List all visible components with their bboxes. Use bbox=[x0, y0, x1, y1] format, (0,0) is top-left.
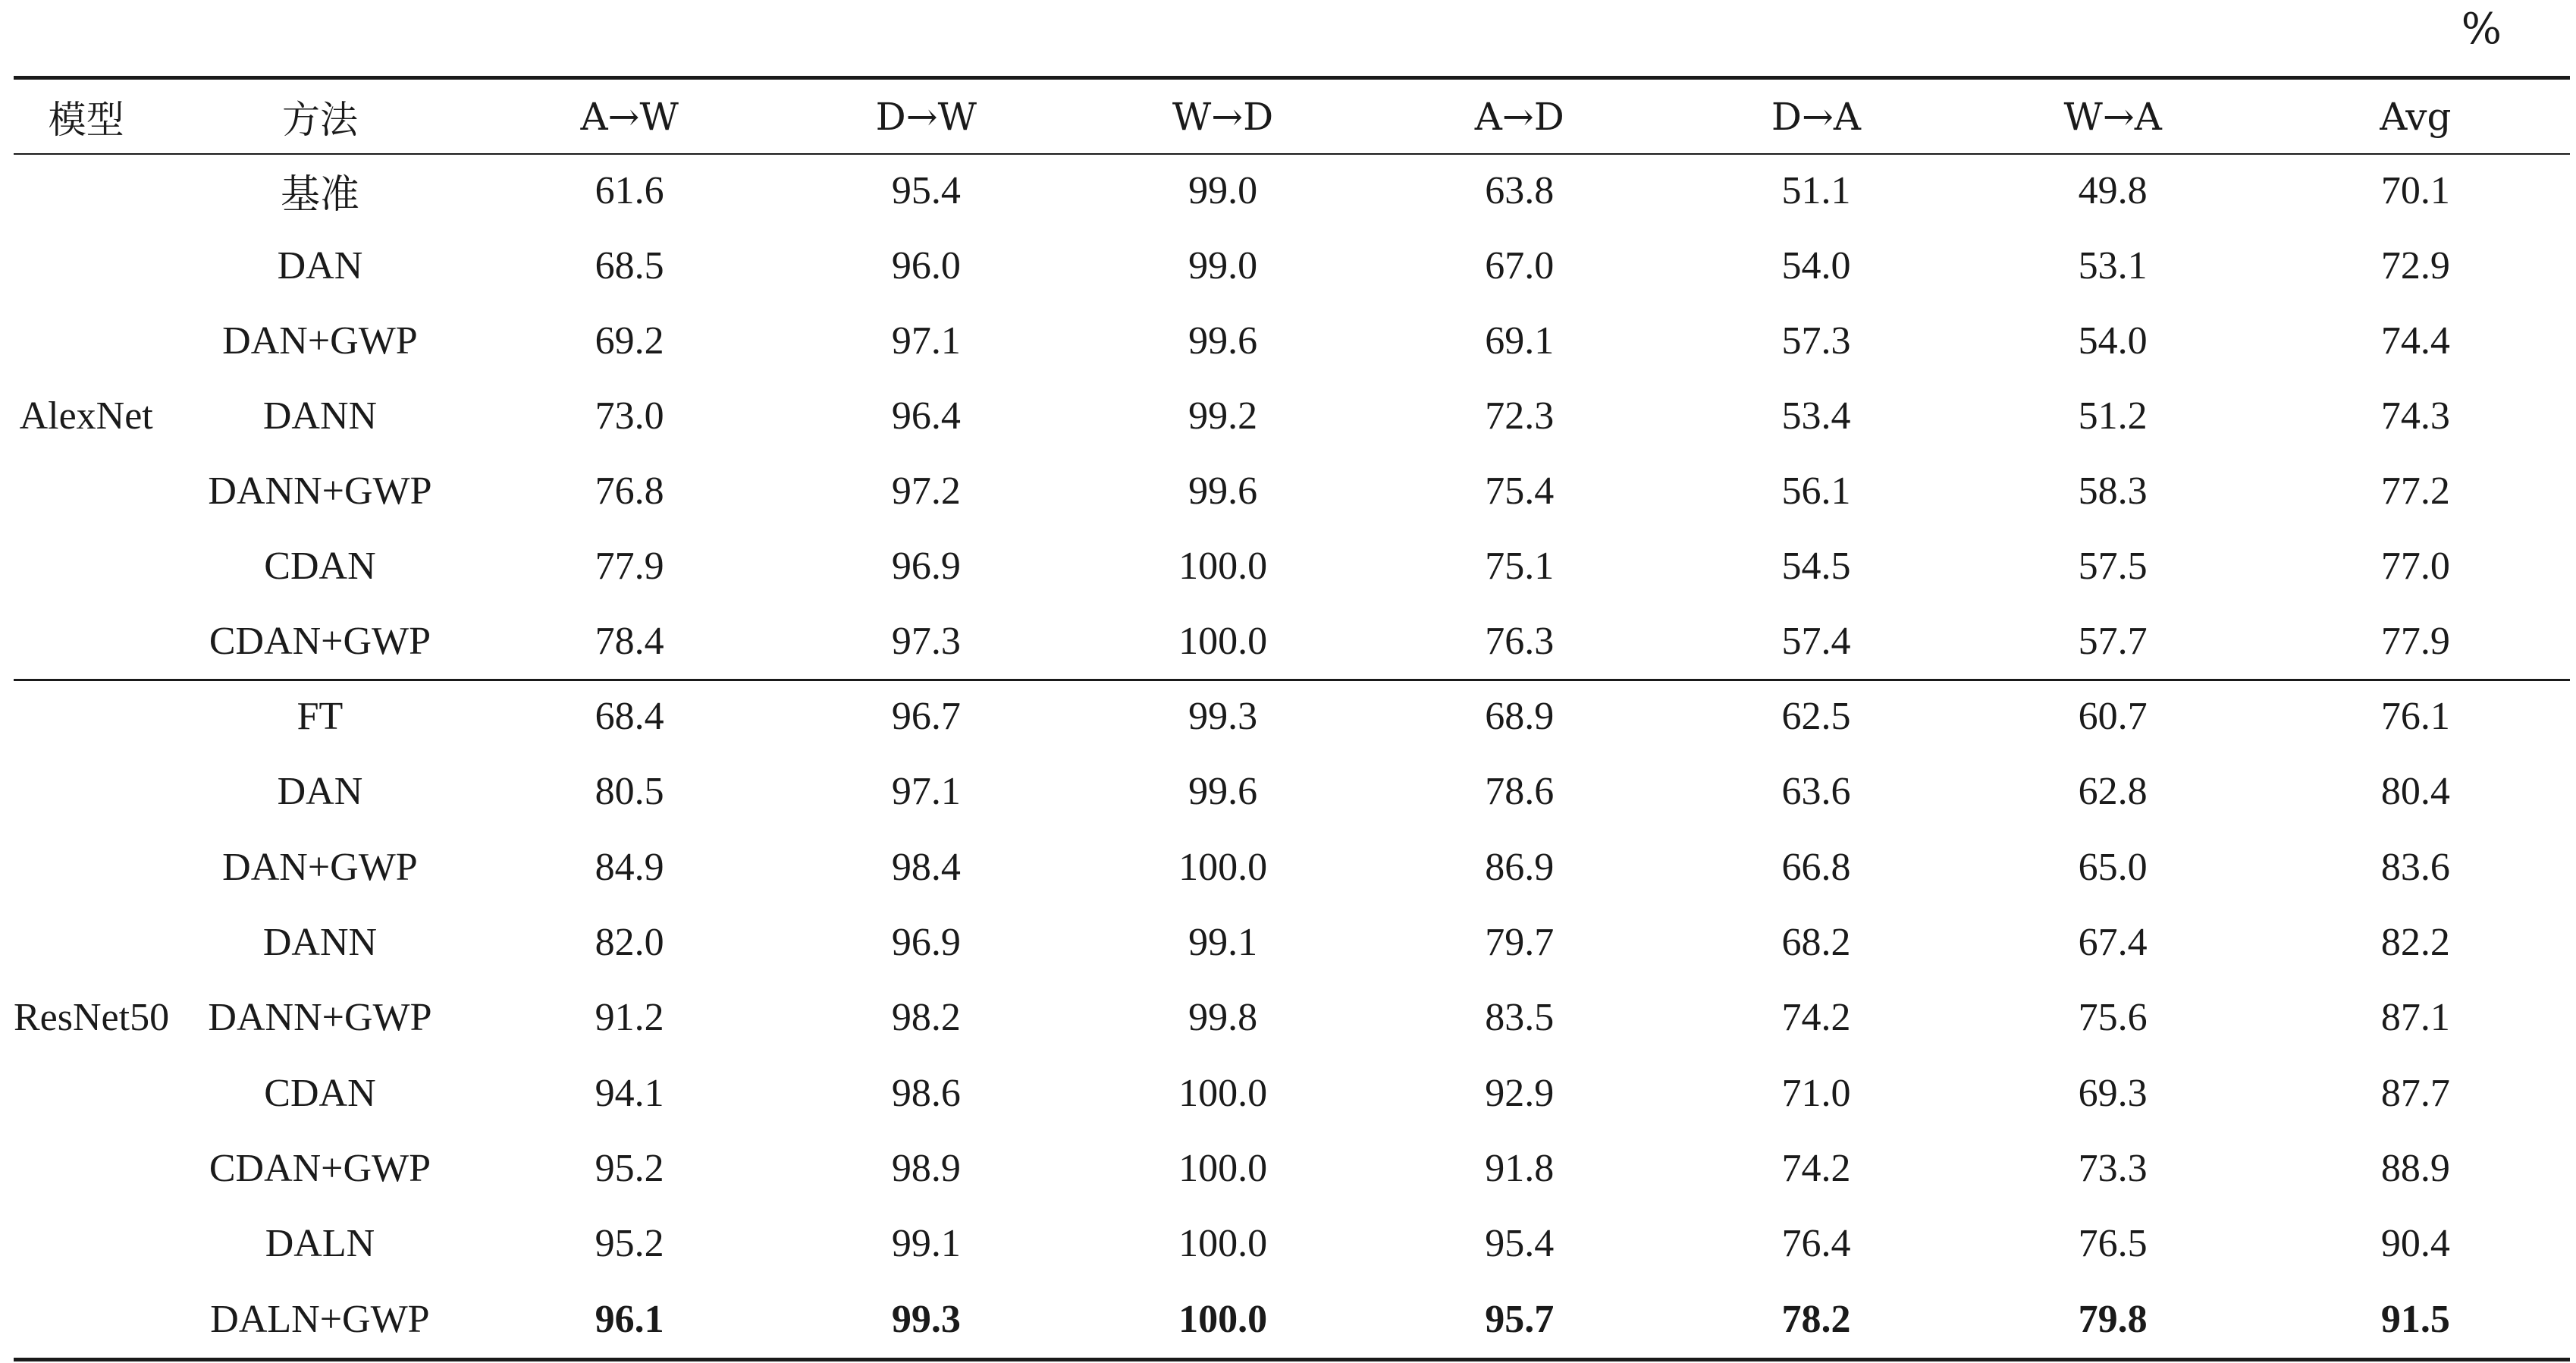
value-cell: 68.4 bbox=[595, 695, 664, 739]
avg-cell: 82.2 bbox=[2380, 921, 2450, 965]
value-cell: 100.0 bbox=[1178, 1146, 1268, 1190]
avg-cell: 77.0 bbox=[2380, 545, 2450, 588]
method-name: DANN bbox=[262, 394, 378, 438]
value-cell: 69.2 bbox=[595, 319, 664, 363]
avg-cell: 80.4 bbox=[2380, 770, 2450, 814]
header-d-to-w: D→W bbox=[875, 94, 977, 139]
value-cell: 57.7 bbox=[2078, 620, 2148, 663]
value-cell: 84.9 bbox=[595, 845, 664, 889]
method-name: DANN+GWP bbox=[208, 470, 432, 513]
value-cell: 63.6 bbox=[1781, 770, 1851, 814]
method-name: DAN+GWP bbox=[222, 845, 418, 889]
value-cell: 99.1 bbox=[1188, 921, 1258, 965]
method-name: CDAN+GWP bbox=[209, 1146, 431, 1190]
value-cell: 98.4 bbox=[891, 845, 961, 889]
value-cell: 97.1 bbox=[891, 319, 961, 363]
value-cell: 82.0 bbox=[595, 921, 664, 965]
value-cell: 96.0 bbox=[891, 244, 961, 287]
value-cell: 96.1 bbox=[595, 1297, 664, 1341]
value-cell: 100.0 bbox=[1178, 1222, 1268, 1266]
method-name: DALN bbox=[265, 1222, 375, 1266]
table-row bbox=[14, 830, 2570, 905]
value-cell: 97.3 bbox=[891, 620, 961, 663]
value-cell: 92.9 bbox=[1485, 1071, 1555, 1115]
value-cell: 63.8 bbox=[1485, 169, 1555, 212]
value-cell: 100.0 bbox=[1178, 1071, 1268, 1115]
value-cell: 57.3 bbox=[1781, 319, 1851, 363]
value-cell: 54.5 bbox=[1781, 545, 1851, 588]
value-cell: 72.3 bbox=[1485, 394, 1555, 438]
value-cell: 57.4 bbox=[1781, 620, 1851, 663]
value-cell: 80.5 bbox=[595, 770, 664, 814]
table-row bbox=[14, 679, 2570, 754]
table-row-best bbox=[14, 1281, 2570, 1356]
value-cell: 76.5 bbox=[2078, 1222, 2148, 1266]
value-cell: 51.1 bbox=[1781, 169, 1851, 212]
value-cell: 60.7 bbox=[2078, 695, 2148, 739]
method-name: DANN bbox=[262, 921, 378, 965]
method-name: DAN bbox=[277, 244, 363, 287]
header-avg: Avg bbox=[2380, 94, 2452, 139]
value-cell: 99.0 bbox=[1188, 169, 1258, 212]
value-cell: 78.2 bbox=[1781, 1297, 1851, 1341]
table-row bbox=[14, 604, 2570, 679]
header-model: 模型 bbox=[48, 97, 124, 142]
table-row bbox=[14, 754, 2570, 829]
avg-cell: 70.1 bbox=[2380, 169, 2450, 212]
value-cell: 67.0 bbox=[1485, 244, 1555, 287]
value-cell: 96.4 bbox=[891, 394, 961, 438]
value-cell: 53.4 bbox=[1781, 394, 1851, 438]
table-row bbox=[14, 980, 2570, 1055]
value-cell: 98.6 bbox=[891, 1071, 961, 1115]
value-cell: 74.2 bbox=[1781, 996, 1851, 1040]
header-w-to-d: W→D bbox=[1172, 94, 1274, 139]
value-cell: 98.2 bbox=[891, 996, 961, 1040]
value-cell: 79.7 bbox=[1485, 921, 1555, 965]
value-cell: 54.0 bbox=[2078, 319, 2148, 363]
group-resnet50 bbox=[14, 679, 2570, 1357]
table-row bbox=[14, 529, 2570, 604]
avg-cell: 77.9 bbox=[2380, 620, 2450, 663]
avg-cell: 90.4 bbox=[2380, 1222, 2450, 1266]
avg-cell: 91.5 bbox=[2380, 1297, 2450, 1341]
table-row bbox=[14, 153, 2570, 228]
value-cell: 96.9 bbox=[891, 921, 961, 965]
group-alexnet bbox=[14, 153, 2570, 679]
value-cell: 75.6 bbox=[2078, 996, 2148, 1040]
value-cell: 99.6 bbox=[1188, 770, 1258, 814]
value-cell: 74.2 bbox=[1781, 1146, 1851, 1190]
value-cell: 62.8 bbox=[2078, 770, 2148, 814]
value-cell: 76.3 bbox=[1485, 620, 1555, 663]
table-row bbox=[14, 378, 2570, 454]
value-cell: 75.4 bbox=[1485, 470, 1555, 513]
method-name: DAN bbox=[277, 770, 363, 814]
avg-cell: 88.9 bbox=[2380, 1146, 2450, 1190]
value-cell: 61.6 bbox=[595, 169, 664, 212]
value-cell: 98.9 bbox=[891, 1146, 961, 1190]
value-cell: 99.1 bbox=[891, 1222, 961, 1266]
value-cell: 99.6 bbox=[1188, 319, 1258, 363]
unit-label: % bbox=[2461, 5, 2502, 54]
value-cell: 94.1 bbox=[595, 1071, 664, 1115]
model-name: ResNet50 bbox=[14, 996, 170, 1040]
value-cell: 67.4 bbox=[2078, 921, 2148, 965]
value-cell: 99.0 bbox=[1188, 244, 1258, 287]
value-cell: 49.8 bbox=[2078, 169, 2148, 212]
avg-cell: 74.4 bbox=[2380, 319, 2450, 363]
value-cell: 99.8 bbox=[1188, 996, 1258, 1040]
value-cell: 73.0 bbox=[595, 394, 664, 438]
value-cell: 75.1 bbox=[1485, 545, 1555, 588]
value-cell: 76.4 bbox=[1781, 1222, 1851, 1266]
value-cell: 68.9 bbox=[1485, 695, 1555, 739]
method-name: FT bbox=[297, 695, 344, 739]
value-cell: 71.0 bbox=[1781, 1071, 1851, 1115]
value-cell: 58.3 bbox=[2078, 470, 2148, 513]
value-cell: 99.3 bbox=[891, 1297, 961, 1341]
value-cell: 97.2 bbox=[891, 470, 961, 513]
table-row bbox=[14, 1131, 2570, 1206]
method-name: DANN+GWP bbox=[208, 996, 432, 1040]
value-cell: 95.4 bbox=[1485, 1222, 1555, 1266]
value-cell: 73.3 bbox=[2078, 1146, 2148, 1190]
header-w-to-a: W→A bbox=[2063, 94, 2162, 139]
value-cell: 95.7 bbox=[1485, 1297, 1555, 1341]
value-cell: 96.9 bbox=[891, 545, 961, 588]
table-row bbox=[14, 454, 2570, 529]
avg-cell: 87.7 bbox=[2380, 1071, 2450, 1115]
value-cell: 78.4 bbox=[595, 620, 664, 663]
value-cell: 95.2 bbox=[595, 1222, 664, 1266]
results-table bbox=[14, 80, 2570, 1357]
value-cell: 78.6 bbox=[1485, 770, 1555, 814]
value-cell: 65.0 bbox=[2078, 845, 2148, 889]
value-cell: 86.9 bbox=[1485, 845, 1555, 889]
table-bottom-rule bbox=[14, 1358, 2570, 1361]
value-cell: 96.7 bbox=[891, 695, 961, 739]
value-cell: 77.9 bbox=[595, 545, 664, 588]
value-cell: 51.2 bbox=[2078, 394, 2148, 438]
value-cell: 100.0 bbox=[1178, 545, 1268, 588]
value-cell: 99.6 bbox=[1188, 470, 1258, 513]
model-name: AlexNet bbox=[19, 394, 153, 438]
value-cell: 54.0 bbox=[1781, 244, 1851, 287]
value-cell: 83.5 bbox=[1485, 996, 1555, 1040]
value-cell: 62.5 bbox=[1781, 695, 1851, 739]
value-cell: 100.0 bbox=[1178, 620, 1268, 663]
value-cell: 95.2 bbox=[595, 1146, 664, 1190]
value-cell: 66.8 bbox=[1781, 845, 1851, 889]
method-name: CDAN bbox=[264, 545, 376, 588]
value-cell: 69.3 bbox=[2078, 1071, 2148, 1115]
table-row bbox=[14, 1206, 2570, 1281]
table-header-row bbox=[14, 80, 2570, 153]
header-method: 方法 bbox=[281, 97, 358, 142]
method-name: CDAN bbox=[264, 1071, 376, 1115]
table-row bbox=[14, 905, 2570, 980]
value-cell: 56.1 bbox=[1781, 470, 1851, 513]
value-cell: 91.8 bbox=[1485, 1146, 1555, 1190]
table-row bbox=[14, 228, 2570, 303]
value-cell: 91.2 bbox=[595, 996, 664, 1040]
avg-cell: 76.1 bbox=[2380, 695, 2450, 739]
value-cell: 100.0 bbox=[1178, 1297, 1268, 1341]
value-cell: 68.2 bbox=[1781, 921, 1851, 965]
table-row bbox=[14, 303, 2570, 378]
value-cell: 69.1 bbox=[1485, 319, 1555, 363]
avg-cell: 87.1 bbox=[2380, 996, 2450, 1040]
method-name: 基准 bbox=[280, 174, 359, 217]
value-cell: 99.2 bbox=[1188, 394, 1258, 438]
method-name: CDAN+GWP bbox=[209, 620, 431, 663]
avg-cell: 77.2 bbox=[2380, 470, 2450, 513]
value-cell: 95.4 bbox=[891, 169, 961, 212]
table-row bbox=[14, 1055, 2570, 1130]
value-cell: 99.3 bbox=[1188, 695, 1258, 739]
header-a-to-d: A→D bbox=[1474, 94, 1564, 139]
value-cell: 68.5 bbox=[595, 244, 664, 287]
value-cell: 53.1 bbox=[2078, 244, 2148, 287]
value-cell: 100.0 bbox=[1178, 845, 1268, 889]
value-cell: 76.8 bbox=[595, 470, 664, 513]
avg-cell: 74.3 bbox=[2380, 394, 2450, 438]
header-a-to-w: A→W bbox=[580, 94, 679, 139]
method-name: DAN+GWP bbox=[222, 319, 418, 363]
avg-cell: 72.9 bbox=[2380, 244, 2450, 287]
header-d-to-a: D→A bbox=[1771, 94, 1862, 139]
value-cell: 79.8 bbox=[2078, 1297, 2148, 1341]
avg-cell: 83.6 bbox=[2380, 845, 2450, 889]
method-name: DALN+GWP bbox=[210, 1297, 430, 1341]
value-cell: 97.1 bbox=[891, 770, 961, 814]
value-cell: 57.5 bbox=[2078, 545, 2148, 588]
